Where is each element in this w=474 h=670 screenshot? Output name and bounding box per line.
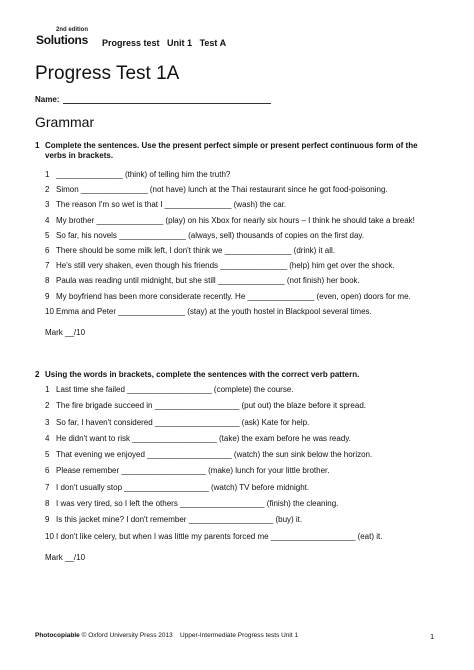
- item-text: My brother _______________ (play) on his Xbox for nearly six hours – I think he should take a break!: [56, 215, 415, 225]
- item-number: 9: [45, 515, 50, 525]
- name-row: [35, 95, 271, 104]
- item-text: There should be some milk left, I don't think we _______________ (drink) it all.: [56, 246, 336, 256]
- mark-score: Mark __/10: [45, 552, 86, 562]
- exercise-item: [35, 182, 437, 197]
- header-test: Progress test: [102, 38, 160, 48]
- item-text: Is this jacket mine? I don't remember ___________________ (buy) it.: [56, 515, 303, 525]
- exercise-2-items: [35, 382, 437, 545]
- item-text: _______________ (think) of telling him the truth?: [56, 170, 231, 179]
- item-number: 8: [45, 276, 50, 286]
- exercise-item: [35, 512, 437, 528]
- photocopiable-label: Photocopiable: [35, 632, 80, 639]
- item-text: That evening we enjoyed ___________________ (watch) the sun sink below the horizon.: [56, 450, 373, 460]
- header-variant: Test A: [199, 38, 227, 48]
- exercise-number: 1: [35, 141, 40, 150]
- item-number: 7: [45, 482, 50, 492]
- item-number: 10: [45, 531, 54, 541]
- exercise-item: [35, 243, 437, 258]
- exercise-item: [35, 304, 437, 319]
- item-text: I don't usually stop ___________________ (watch) TV before midnight.: [56, 482, 310, 492]
- page-title: Progress Test 1A: [35, 63, 180, 84]
- item-text: Please remember ___________________ (make) lunch for your little brother.: [56, 466, 330, 476]
- item-number: 9: [45, 291, 50, 301]
- exercise-item: [35, 398, 437, 414]
- item-number: 4: [45, 433, 50, 443]
- exercise-number: 2: [35, 370, 40, 379]
- item-text: Paula was reading until midnight, but she still _______________ (not finish) her book.: [56, 276, 360, 286]
- exercise-item: [35, 382, 437, 398]
- item-text: I don't like celery, but when I was little my parents forced me ___________________ (eat) it.: [56, 531, 383, 541]
- exercise-item: [35, 431, 437, 447]
- item-text: So far, I haven't considered ___________________ (ask) Kate for help.: [56, 417, 310, 427]
- exercise-1-header: [35, 141, 437, 161]
- exercise-item: [35, 213, 437, 228]
- item-number: 5: [45, 450, 50, 460]
- item-text: The reason I'm so wet is that I _______________ (wash) the car.: [56, 200, 287, 210]
- exercise-1: [35, 141, 437, 337]
- item-number: 5: [45, 230, 50, 240]
- brand-name: Solutions: [36, 33, 88, 47]
- exercise-item: [35, 258, 437, 273]
- exercise-item: [35, 447, 437, 463]
- exercise-2: [35, 370, 437, 562]
- item-number: 1: [45, 385, 50, 394]
- exercise-item: [35, 529, 437, 545]
- item-number: 1: [45, 170, 50, 179]
- item-number: 4: [45, 215, 50, 225]
- item-number: 2: [45, 185, 50, 195]
- item-text: He didn't want to risk ___________________ (take) the exam before he was ready.: [56, 433, 351, 443]
- edition-label: 2nd edition: [56, 27, 88, 33]
- item-number: 3: [45, 417, 50, 427]
- section-heading: Grammar: [35, 114, 95, 130]
- copyright: © Oxford University Press 2013: [81, 632, 173, 639]
- item-text: The fire brigade succeed in ___________________ (put out) the blaze before it spread.: [56, 401, 366, 411]
- solutions-logo: [36, 27, 96, 51]
- exercise-item: [35, 273, 437, 288]
- item-text: Emma and Peter _______________ (stay) at the youth hostel in Blackpool several times.: [56, 306, 372, 316]
- name-label: Name:: [35, 95, 60, 104]
- exercise-1-items: [35, 167, 437, 319]
- page-number: 1: [430, 632, 435, 641]
- item-number: 10: [45, 306, 54, 316]
- exercise-item: [35, 496, 437, 512]
- exercise-instruction: Using the words in brackets, complete the sentences with the correct verb pattern.: [45, 370, 360, 379]
- series-label: Upper-Intermediate Progress tests Unit 1: [179, 632, 299, 639]
- header-unit: Unit 1: [167, 38, 193, 48]
- exercise-2-header: [35, 370, 437, 380]
- item-text: So far, his novels _______________ (always, sell) thousands of copies on the first day.: [56, 230, 365, 240]
- item-text: I was very tired, so I left the others ___________________ (finish) the cleaning.: [56, 499, 339, 509]
- item-text: Simon _______________ (not have) lunch at the Thai restaurant since he got food-poisoning.: [56, 185, 388, 195]
- exercise-instruction: Complete the sentences. Use the present perfect simple or present perfect continuous form of the verbs in brackets.: [45, 141, 418, 160]
- item-number: 7: [45, 261, 50, 271]
- item-number: 6: [45, 246, 50, 256]
- exercise-item: [35, 480, 437, 496]
- item-number: 2: [45, 401, 50, 411]
- mark-score: Mark __/10: [45, 328, 86, 338]
- item-number: 3: [45, 200, 50, 210]
- header-info: [102, 38, 231, 48]
- item-number: 6: [45, 466, 50, 476]
- exercise-item: [35, 197, 437, 212]
- item-number: 8: [45, 499, 50, 509]
- exercise-item: [35, 463, 437, 479]
- item-text: My boyfriend has been more considerate recently. He _______________ (even, open) doors for me.: [56, 291, 411, 301]
- footer: [35, 632, 298, 639]
- exercise-item: [35, 289, 437, 304]
- exercise-item: [35, 228, 437, 243]
- exercise-item: [35, 167, 437, 182]
- exercise-item: [35, 415, 437, 431]
- name-field[interactable]: [63, 95, 271, 104]
- item-text: He's still very shaken, even though his friends _______________ (help) him get over the shock.: [56, 261, 395, 271]
- item-text: Last time she failed ___________________ (complete) the course.: [56, 385, 294, 394]
